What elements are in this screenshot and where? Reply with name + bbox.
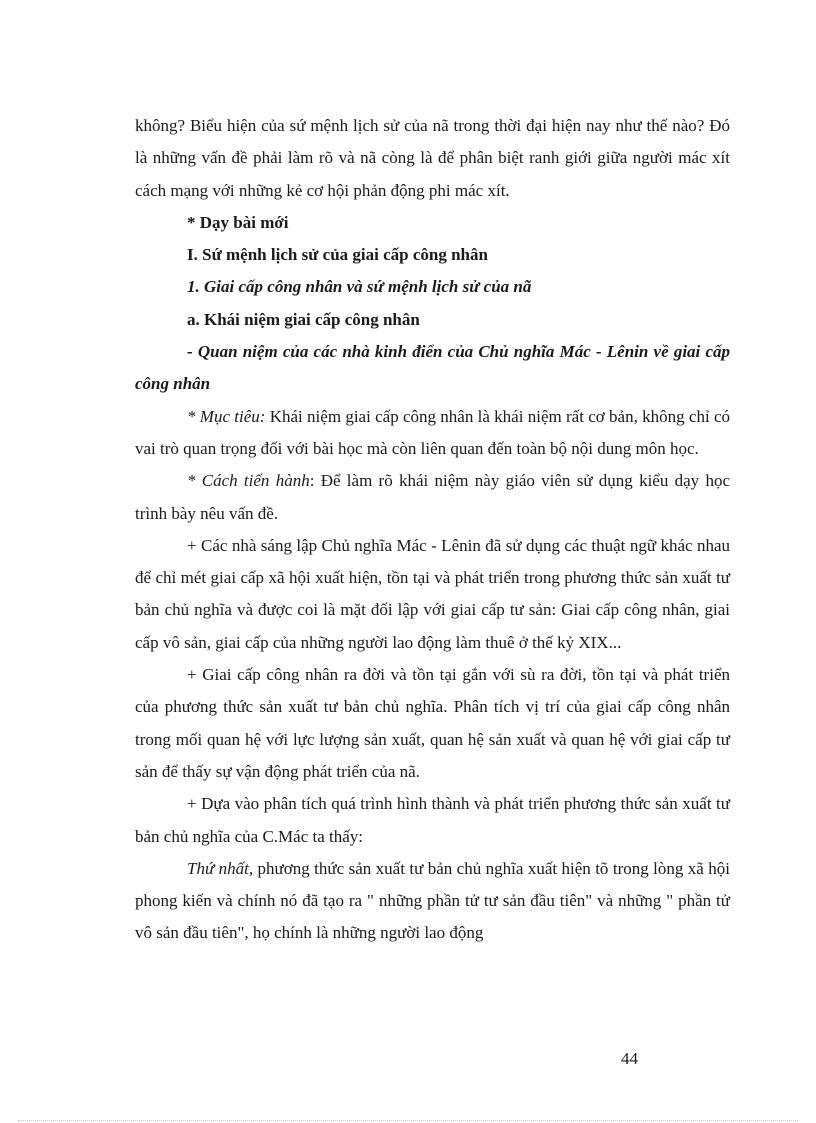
page-number: 44 xyxy=(621,1049,638,1068)
heading-concept: a. Khái niệm giai cấp công nhân xyxy=(187,309,420,329)
heading-section-1: I. Sứ mệnh lịch sử của giai cấp công nhân xyxy=(187,245,488,265)
paragraph-analysis: + Dựa vào phân tích quá trình hình thành và phát triển phương thức sản xuất tư bản chủ nghĩa của C.Mác ta thấy: xyxy=(135,794,730,846)
paragraph-origin: + Giai cấp công nhân ra đời và tồn tại gắn với sù ra đời, tồn tại và phát triển của phương thức sản xuất tư bản chủ nghĩa. Phân tích vị trí của giai cấp công nhân trong mối quan hệ với lực lượng sản xuất, quan hệ sản xuất và quan hệ với giai cấp tư sản để thấy sự vận động phát triển của nã. xyxy=(135,665,730,781)
paragraph-method xyxy=(135,465,730,530)
heading-classical-view: - Quan niệm của các nhà kinh điển của Chủ nghĩa Mác - Lênin về giai cấp công nhân xyxy=(135,342,730,394)
objective-text: Khái niệm giai cấp công nhân là khái niệm rất cơ bản, không chỉ có vai trò quan trọng đối với bài học mà còn liên quan đến toàn bộ nội dung môn học. xyxy=(135,406,730,458)
paragraph-objective xyxy=(135,401,730,466)
method-label: * Cách tiến hành xyxy=(187,471,310,491)
first-label: Thứ nhất, xyxy=(187,858,254,878)
paragraph-first xyxy=(135,853,730,950)
objective-label: * Mục tiêu: xyxy=(187,406,266,426)
page-bottom-divider xyxy=(18,1120,798,1121)
heading-new-lesson: * Dạy bài mới xyxy=(187,212,289,232)
paragraph-intro: không? Biểu hiện của sứ mệnh lịch sử của nã trong thời đại hiện nay như thế nào? Đó là những vấn đề phải làm rõ và nã còng là để phân biệt ranh giới giữa người mác xít cách mạng với những kẻ cơ hội phản động phi mác xít. xyxy=(135,116,730,200)
document-body xyxy=(135,110,730,950)
first-text: phương thức sản xuất tư bản chủ nghĩa xuất hiện tõ trong lòng xã hội phong kiến và chính nó đã tạo ra " những phần tử tư sản đầu tiên" và những " phần tử vô sản đầu tiên", họ chính là những người lao động xyxy=(135,858,730,943)
method-text: : Để làm rõ khái niệm này giáo viên sử dụng kiểu dạy học trình bày nêu vấn đề. xyxy=(135,471,730,523)
heading-subsection-1: 1. Giai cấp công nhân và sứ mệnh lịch sử của nã xyxy=(187,277,532,297)
paragraph-terms: + Các nhà sáng lập Chủ nghĩa Mác - Lênin đã sử dụng các thuật ngữ khác nhau để chỉ mét giai cấp xã hội xuất hiện, tồn tại và phát triển trong phương thức sản xuất tư bản chủ nghĩa và được coi là mặt đối lập với giai cấp tư sản: Giai cấp công nhân, giai cấp vô sản, giai cấp của những người lao động làm thuê ở thế kỷ XIX... xyxy=(135,535,730,652)
